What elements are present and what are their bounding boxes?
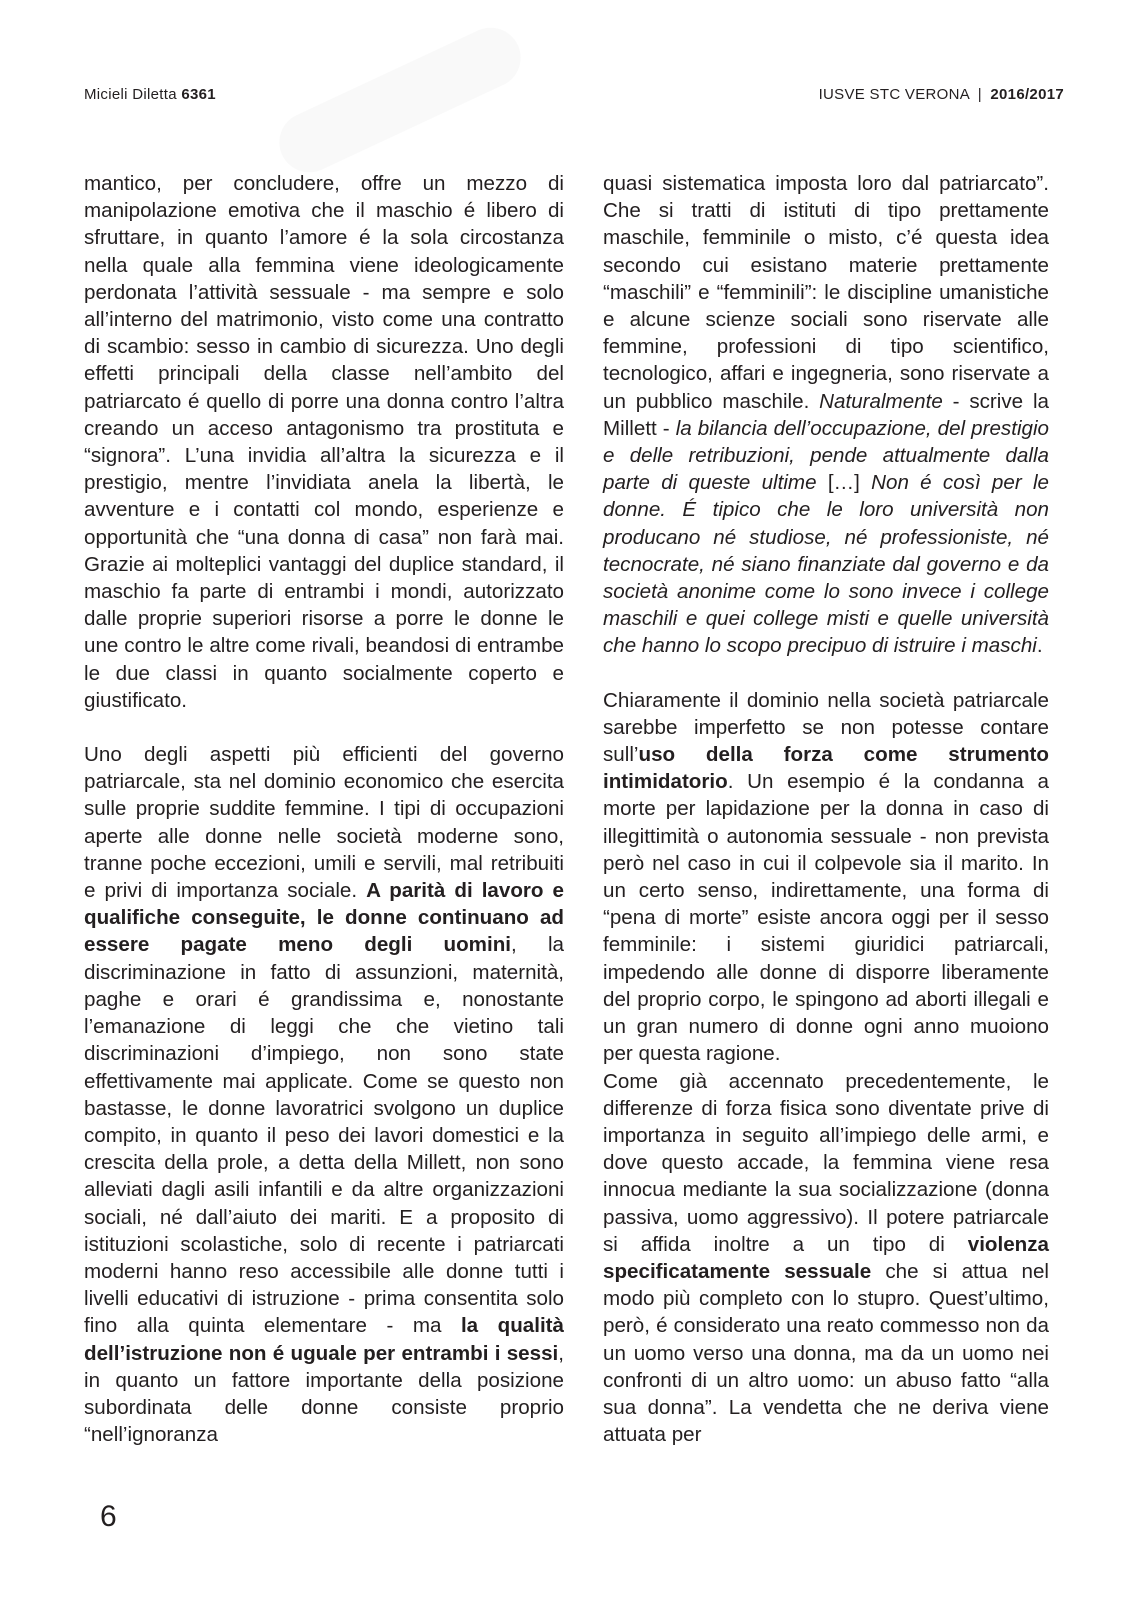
academic-year: 2016/2017 [990,86,1064,103]
right-column [603,170,1049,1448]
text-segment: - scrive la Millett - [603,389,1049,440]
text-segment: . Un esempio é la condanna a morte per lapidazione per la donna in caso di illegittimità o autonomia sessuale - non prevista però nel caso in cui il colpevole sia il marito. In un certo senso, indirettamente, una forma di “pena di morte” esiste ancora oggi per il sesso femminile: i sistemi giuridici patriarcali, impedendo alle donne di disporre liberamente del proprio corpo, le spingono ad aborti illegali e un gran numero di donne ogni anno muoiono per questa ragione. [603,770,1049,1066]
text-segment: Chiaramente il dominio nella società patriarcale sarebbe imperfetto se non potesse contare sull’ [603,688,1049,767]
bold-text: la qualità dell’istruzione non é uguale per entrambi i sessi [84,1314,564,1365]
left-column [84,170,564,1448]
text-segment: che si attua nel modo più completo con lo stupro. Quest’ultimo, però, é considerato una reato commesso non da un uomo verso una donna, ma da un uomo nei confronti di un altro uomo: un abuso fatto “alla sua donna”. La vendetta che ne deriva viene attuata per [603,1259,1049,1447]
text-segment: . [1036,634,1043,658]
paragraph [84,741,564,1448]
text-segment: […] [816,471,872,495]
header-separator: | [977,86,982,103]
paragraph [603,687,1049,1068]
paragraph [603,1068,1049,1449]
header-institution [819,86,1064,103]
bold-text: uso della forza come strumento intimidatorio [603,743,1049,794]
text-segment: , in quanto un fattore importante della posizione subordinata delle donne consiste proprio “nell’ignoranza [84,1341,564,1447]
author-name: Micieli Diletta [84,86,177,103]
italic-text: Non é così per le donne. É tipico che le loro università non producano né studiose, né professioniste, né tecnocrate, né siano finanziate dal governo e da società anonime come lo sono invece i college maschili e quei college misti e quelle università che hanno lo scopo precipuo di istruire i maschi [603,471,1049,658]
italic-text: la bilancia dell’occupazione, del prestigio e delle retribuzioni, pende attualmente dalla parte di queste ultime [603,416,1049,495]
page-number: 6 [100,1500,117,1533]
italic-text: Naturalmente [819,389,943,413]
text-segment: quasi sistematica imposta loro dal patriarcato”. Che si tratti di istituti di tipo prettamente maschile, femminile o misto, c’é questa idea secondo cui esistano materie prettamente “maschili” e “femminili”: le discipline umanistiche e alcune scienze sociali sono riservate alle femmine, professioni di tipo scientifico, tecnologico, affari e ingegneria, sono riservate a un pubblico maschile. [603,172,1049,413]
text-segment: Come già accennato precedentemente, le differenze di forza fisica sono diventate prive di importanza in seguito all’impiego delle armi, e dove questo accade, la femmina viene resa innocua mediante la sua socializzazione (donna passiva, uomo aggressivo). Il potere patriarcale si affida inoltre a un tipo di [603,1069,1049,1256]
page-header [84,86,1064,108]
header-author [84,86,216,103]
institution-name: IUSVE STC VERONA [818,86,970,103]
text-segment: , la discriminazione in fatto di assunzioni, maternità, paghe e orari é grandissima e, nonostante l’emanazione di leggi che che vietino tali discriminazioni d’impiego, non sono state effettivamente mai applicate. Come se questo non bastasse, le donne lavoratrici svolgono un duplice compito, in quanto il peso dei lavori domestici e la crescita della prole, a detta della Millett, non sono alleviati dagli asili infantili e da altre organizzazioni sociali, né dall’aiuto dei mariti. E a proposito di istituzioni scolastiche, solo di recente i patriarcati moderni hanno reso accessibile alle donne tutti i livelli educativi di istruzione - prima consentita solo fino alla quinta elementare - ma [84,933,564,1338]
bold-text: violenza specificatamente sessuale [603,1232,1049,1283]
text-segment: mantico, per concludere, offre un mezzo di manipolazione emotiva che il maschio é libero di sfruttare, in quanto l’amore é la sola circostanza nella quale alla femmina viene ideologicamente perdonata l’attività sessuale - ma sempre e solo all’interno del matrimonio, visto come una contratto di scambio: sesso in cambio di sicurezza. Uno degli effetti principali della classe nell’ambito del patriarcato é quello di porre una donna contro l’altra creando un acceso antagonismo tra prostituta e “signora”. L’una invidia all’altra la sicurezza e il prestigio, mentre l’invidiata anela la libertà, le avventure e i contatti col mondo, esperienze e opportunità che “una donna di casa” non farà mai. Grazie ai molteplici vantaggi del duplice standard, il maschio fa parte di entrambi i mondi, autorizzato dalle proprie superiori risorse a porre le donne le une contro le altre come rivali, beandosi di entrambe le due classi in quanto socialmente coperto e giustificato. [84,172,564,712]
paragraph [603,170,1049,660]
paragraph [84,170,564,714]
student-id: 6361 [181,86,216,103]
text-segment: Uno degli aspetti più efficienti del governo patriarcale, sta nel dominio economico che esercita sulle proprie suddite femmine. I tipi di occupazioni aperte alle donne nelle società moderne sono, tranne poche eccezioni, umili e servili, mal retribuiti e privi di importanza sociale. [84,743,564,903]
bold-text: A parità di lavoro e qualifiche conseguite, le donne continuano ad essere pagate meno degli uomini [84,879,564,957]
